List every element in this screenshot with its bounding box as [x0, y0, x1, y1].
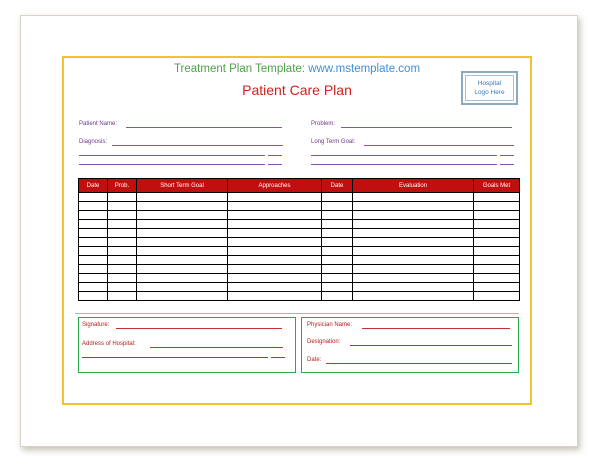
table-cell[interactable] [137, 274, 228, 283]
long-term-goal-line[interactable] [364, 145, 514, 146]
table-cell[interactable] [79, 193, 108, 202]
table-cell[interactable] [353, 256, 474, 265]
table-cell[interactable] [137, 220, 228, 229]
column-header: Evaluation [353, 179, 474, 193]
table-cell[interactable] [474, 229, 520, 238]
table-cell[interactable] [137, 283, 228, 292]
table-cell[interactable] [79, 238, 108, 247]
table-cell[interactable] [474, 256, 520, 265]
table-cell[interactable] [79, 274, 108, 283]
designation-label: Designation: [307, 339, 341, 345]
table-cell[interactable] [79, 265, 108, 274]
column-header: Prob. [108, 179, 137, 193]
column-header: Goals Met [474, 179, 520, 193]
designation-line[interactable] [350, 345, 512, 346]
logo-line-2: Logo Here [474, 89, 505, 96]
table-cell[interactable] [474, 193, 520, 202]
table-cell[interactable] [353, 202, 474, 211]
table-cell[interactable] [108, 220, 137, 229]
table-cell[interactable] [79, 229, 108, 238]
table-cell[interactable] [322, 193, 353, 202]
table-cell[interactable] [228, 247, 322, 256]
table-row [79, 229, 520, 238]
table-cell[interactable] [353, 283, 474, 292]
table-cell[interactable] [322, 292, 353, 301]
diagnosis-line-2[interactable] [79, 155, 265, 156]
table-cell[interactable] [322, 283, 353, 292]
date-label: Date: [307, 357, 322, 363]
table-cell[interactable] [228, 283, 322, 292]
table-cell[interactable] [137, 202, 228, 211]
table-cell[interactable] [322, 247, 353, 256]
table-cell[interactable] [353, 265, 474, 274]
table-row [79, 220, 520, 229]
table-cell[interactable] [474, 247, 520, 256]
address-line-2-end [271, 357, 285, 358]
diagnosis-line-2-end [268, 155, 282, 156]
table-cell[interactable] [228, 202, 322, 211]
table-row [79, 274, 520, 283]
section-divider [75, 313, 519, 314]
table-cell[interactable] [353, 193, 474, 202]
table-row [79, 256, 520, 265]
table-cell[interactable] [108, 211, 137, 220]
table-cell[interactable] [322, 256, 353, 265]
column-header: Date [322, 179, 353, 193]
table-cell[interactable] [353, 211, 474, 220]
table-cell[interactable] [137, 238, 228, 247]
table-cell[interactable] [108, 256, 137, 265]
table-cell[interactable] [353, 247, 474, 256]
table-cell[interactable] [474, 202, 520, 211]
table-cell[interactable] [474, 220, 520, 229]
hospital-logo-placeholder [461, 71, 518, 105]
table-cell[interactable] [474, 238, 520, 247]
table-cell[interactable] [79, 292, 108, 301]
patient-name-label: Patient Name: [79, 121, 118, 127]
column-header: Date [79, 179, 108, 193]
date-line[interactable] [326, 363, 512, 364]
table-cell[interactable] [137, 229, 228, 238]
table-row [79, 202, 520, 211]
table-cell[interactable] [79, 211, 108, 220]
table-cell[interactable] [228, 229, 322, 238]
table-cell[interactable] [137, 292, 228, 301]
table-cell[interactable] [108, 247, 137, 256]
table-cell[interactable] [474, 283, 520, 292]
diagnosis-line-3[interactable] [79, 164, 265, 165]
table-cell[interactable] [322, 274, 353, 283]
table-cell[interactable] [79, 283, 108, 292]
table-cell[interactable] [228, 238, 322, 247]
table-header-row [79, 179, 520, 193]
patient-name-line[interactable] [126, 127, 282, 128]
table-cell[interactable] [79, 256, 108, 265]
address-line[interactable] [150, 347, 283, 348]
logo-line-1: Hospital [477, 80, 502, 87]
long-term-goal-line-3-end [500, 164, 514, 165]
table-cell[interactable] [474, 211, 520, 220]
subtitle-prefix: Treatment Plan Template: [173, 63, 309, 75]
table-cell[interactable] [322, 265, 353, 274]
table-cell[interactable] [228, 265, 322, 274]
table-body [79, 193, 520, 301]
table-cell[interactable] [79, 202, 108, 211]
table-cell[interactable] [322, 220, 353, 229]
column-header: Short Term Goal [137, 179, 228, 193]
table-cell[interactable] [137, 247, 228, 256]
diagnosis-line[interactable] [112, 145, 283, 146]
table-row [79, 193, 520, 202]
physician-name-line[interactable] [362, 328, 510, 329]
care-plan-table [78, 178, 520, 301]
table-cell[interactable] [137, 193, 228, 202]
table-cell[interactable] [474, 274, 520, 283]
table-cell[interactable] [353, 292, 474, 301]
table-cell[interactable] [353, 274, 474, 283]
diagnosis-label: Diagnosis: [79, 139, 108, 145]
table-cell[interactable] [228, 274, 322, 283]
table-cell[interactable] [137, 211, 228, 220]
table-cell[interactable] [137, 256, 228, 265]
table-cell[interactable] [108, 193, 137, 202]
table-cell[interactable] [108, 292, 137, 301]
table-row [79, 238, 520, 247]
table-cell[interactable] [322, 202, 353, 211]
long-term-goal-label: Long Term Goal: [311, 139, 356, 145]
table-row [79, 247, 520, 256]
table-cell[interactable] [322, 211, 353, 220]
table-row [79, 283, 520, 292]
table-cell[interactable] [108, 202, 137, 211]
table-cell[interactable] [228, 211, 322, 220]
table-cell[interactable] [322, 238, 353, 247]
table-cell[interactable] [322, 229, 353, 238]
table-row [79, 265, 520, 274]
physician-name-label: Physician Name: [307, 322, 353, 328]
table-row [79, 211, 520, 220]
address-line-2[interactable] [82, 357, 268, 358]
long-term-goal-line-2-end [500, 155, 514, 156]
diagnosis-line-3-end [268, 164, 282, 165]
page-title: Patient Care Plan [242, 82, 352, 98]
table-cell[interactable] [228, 220, 322, 229]
table-cell[interactable] [353, 220, 474, 229]
table-cell[interactable] [228, 256, 322, 265]
table-cell[interactable] [353, 229, 474, 238]
table-cell[interactable] [228, 292, 322, 301]
table-cell[interactable] [108, 238, 137, 247]
logo-inner [465, 75, 514, 101]
table-cell[interactable] [474, 265, 520, 274]
table-cell[interactable] [108, 283, 137, 292]
table-cell[interactable] [79, 247, 108, 256]
table-cell[interactable] [108, 229, 137, 238]
table-cell[interactable] [474, 292, 520, 301]
address-label: Address of Hospital: [82, 341, 136, 347]
signature-line[interactable] [116, 328, 282, 329]
long-term-goal-line-2[interactable] [311, 155, 497, 156]
table-cell[interactable] [79, 220, 108, 229]
column-header: Approaches [228, 179, 322, 193]
table-cell[interactable] [108, 265, 137, 274]
table-cell[interactable] [108, 274, 137, 283]
table-cell[interactable] [228, 193, 322, 202]
long-term-goal-line-3[interactable] [311, 164, 497, 165]
problem-line[interactable] [341, 127, 512, 128]
subtitle-url[interactable]: www.mstemplate.com [308, 63, 421, 75]
table-cell[interactable] [137, 265, 228, 274]
table-cell[interactable] [353, 238, 474, 247]
signature-label: Signature: [82, 322, 110, 328]
problem-label: Problem: [311, 121, 336, 127]
table-row [79, 292, 520, 301]
